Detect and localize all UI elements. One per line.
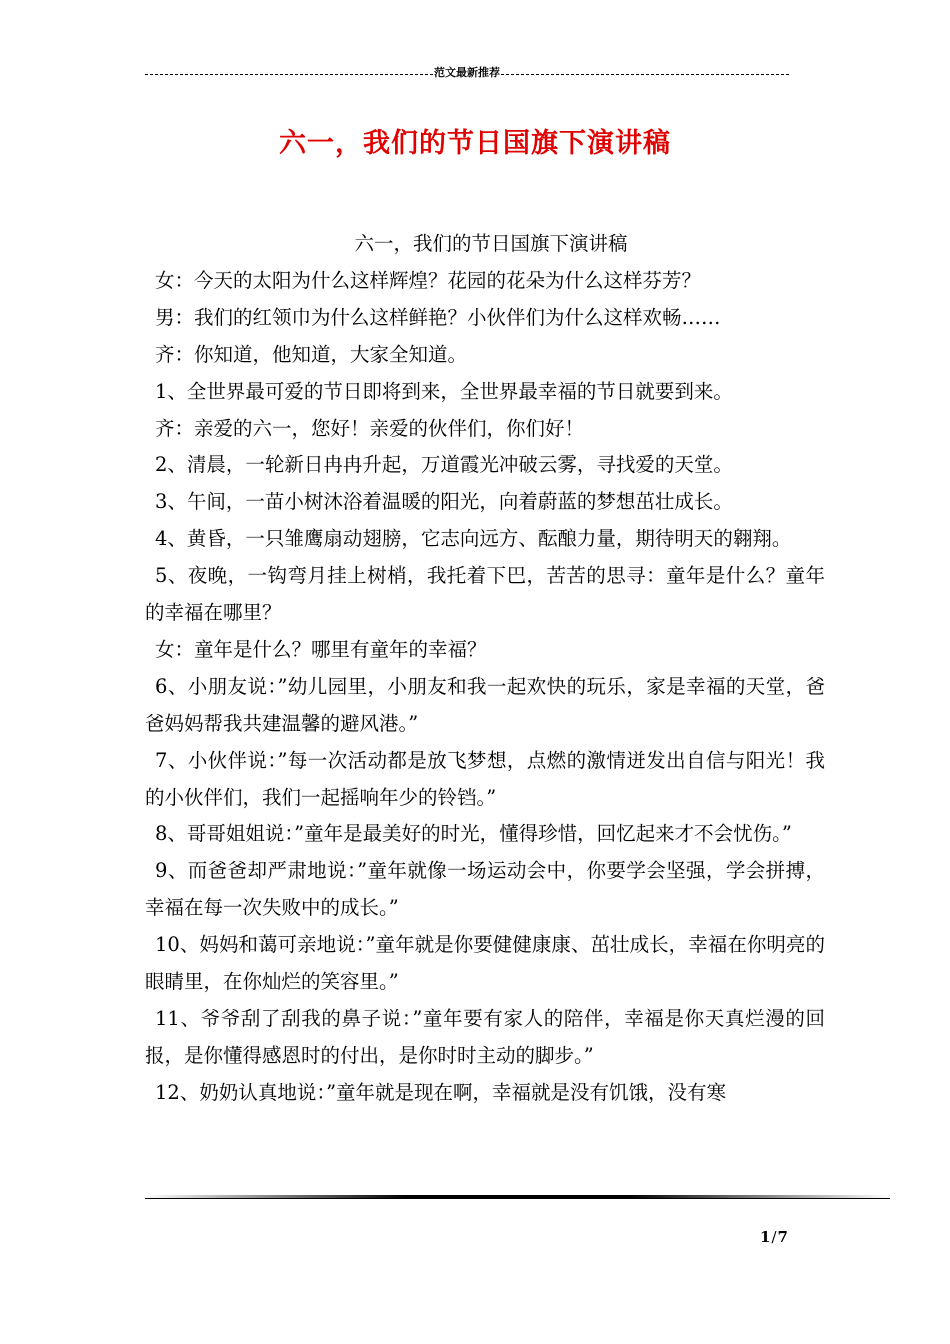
paragraph: 12、奶奶认真地说：”童年就是现在啊，幸福就是没有饥饿，没有寒 [155, 1080, 727, 1104]
paragraph: 齐：你知道，他知道，大家全知道。 [155, 342, 468, 366]
paragraph: 11、爷爷刮了刮我的鼻子说：”童年要有家人的陪伴，幸福是你天真烂漫的回报，是你懂得感恩时的付出，是你时时主动的脚步。” [145, 1007, 825, 1067]
page-number [760, 1228, 788, 1246]
paragraph: 女：今天的太阳为什么这样辉煌？花园的花朵为什么这样芬芳？ [155, 268, 702, 292]
header-dashed-line-left [145, 74, 433, 75]
document-body [145, 226, 825, 1112]
header-dashed-line-right [501, 74, 789, 75]
paragraph: 8、哥哥姐姐说：”童年是最美好的时光，懂得珍惜，回忆起来才不会忧伤。” [155, 822, 792, 846]
paragraph: 10、妈妈和蔼可亲地说：”童年就是你要健健康康、茁壮成长，幸福在你明亮的眼睛里，在你灿烂的笑容里。” [145, 933, 825, 994]
paragraph: 6、小朋友说：”幼儿园里，小朋友和我一起欢快的玩乐，家是幸福的天堂，爸爸妈妈帮我共建温馨的避风港。” [145, 674, 825, 735]
paragraph: 男：我们的红领巾为什么这样鲜艳？小伙伴们为什么这样欢畅…… [155, 305, 721, 329]
paragraph: 齐：亲爱的六一，您好！亲爱的伙伴们，你们好！ [155, 416, 585, 440]
document-subtitle: 六一，我们的节日国旗下演讲稿 [354, 232, 628, 255]
footer-rule-line [145, 1198, 890, 1199]
page-separator: / [771, 1228, 777, 1246]
page-total: 7 [777, 1228, 788, 1246]
paragraph: 3、午间，一苗小树沐浴着温暖的阳光，向着蔚蓝的梦想茁壮成长。 [155, 490, 733, 514]
paragraph: 女：童年是什么？哪里有童年的幸福？ [155, 637, 487, 661]
page-header [145, 66, 789, 80]
paragraph: 1、全世界最可爱的节日即将到来，全世界最幸福的节日就要到来。 [155, 379, 733, 403]
page-current: 1 [760, 1228, 771, 1246]
document-title: 六一，我们的节日国旗下演讲稿 [279, 128, 671, 159]
paragraph: 9、而爸爸却严肃地说：”童年就像一场运动会中，你要学会坚强，学会拼搏，幸福在每一次失败中的成长。” [145, 859, 825, 920]
paragraph: 4、黄昏，一只雏鹰扇动翅膀，它志向远方、酝酿力量，期待明天的翱翔。 [155, 527, 792, 551]
paragraph: 5、夜晚，一钩弯月挂上树梢，我托着下巴，苦苦的思寻：童年是什么？童年的幸福在哪里？ [145, 564, 825, 625]
paragraph: 7、小伙伴说：”每一次活动都是放飞梦想，点燃的激情迸发出自信与阳光！我的小伙伴们，我们一起摇响年少的铃铛。” [145, 748, 825, 809]
header-label: 范文最新推荐 [434, 66, 500, 79]
paragraph: 2、清晨，一轮新日冉冉升起，万道霞光冲破云雾，寻找爱的天堂。 [155, 453, 733, 477]
